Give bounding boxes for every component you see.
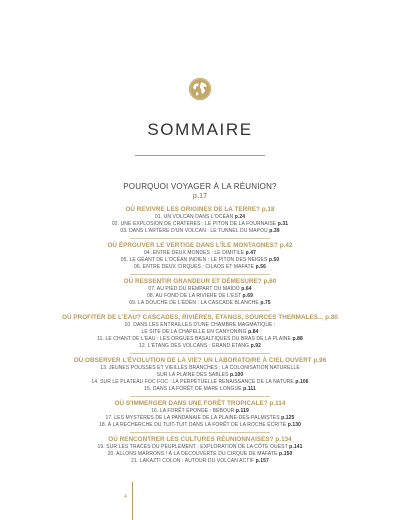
toc-entry[interactable]	[0, 293, 400, 300]
toc-entry[interactable]	[0, 286, 400, 293]
entry-page: p.75	[260, 300, 271, 306]
entry-page: p.31	[277, 221, 289, 227]
intro-text: POURQUOI VOYAGER À LA RÉUNION?	[123, 182, 277, 191]
toc-entry[interactable]	[0, 322, 400, 329]
entry-page: p.39	[269, 228, 280, 234]
entry-text: LE SITE DE LA CHAPELLE EN CANYONING	[141, 329, 247, 335]
toc-entry[interactable]	[0, 228, 400, 235]
toc-entry[interactable]	[0, 408, 400, 415]
entry-text: 14. SUR LE PLATEAU FOC FOC : LA PERPÉTUELLE RENAISSANCE DE LA NATURE	[91, 379, 294, 385]
entry-text: 19. SUR LES TRACES DU PEUPLEMENT : EXPLORATION DE LA CÔTE OUEST	[97, 444, 288, 450]
entry-text: 08. AU FOND DE LA RIVIÈRE DE L'EST	[147, 293, 242, 299]
section-divider	[130, 396, 270, 397]
section-items	[0, 444, 400, 468]
section-items	[0, 408, 400, 432]
section-items	[0, 322, 400, 353]
entry-text: 17. LES MYSTÈRES DE LA PANDANAIE DE LA PLAINE-DES-PALMISTES	[105, 415, 280, 421]
entry-text: 09. LA DOUCHE DE L'ÉDEN : LA CASCADE BLANCHE	[129, 300, 259, 306]
entry-page: p.47	[245, 250, 257, 256]
section-divider	[130, 432, 270, 433]
entry-text: 02. UNE EXPLOSION DE CRATÈRES : LE PITON DE LA FOURNAISE	[111, 221, 277, 227]
entry-page: p.24	[234, 214, 246, 220]
toc-entry[interactable]	[0, 451, 400, 458]
entry-page: p.56	[255, 264, 266, 270]
toc-entry[interactable]	[0, 250, 400, 257]
toc-entry[interactable]	[0, 444, 400, 451]
entry-text: 16. LA FORÊT ÉPONGE : BÉBOUR	[151, 408, 235, 414]
entry-text: 10. DANS LES ENTRAILLES D'UNE CHAMBRE MAGMATIQUE :	[124, 322, 276, 328]
section-heading[interactable]: OÙ PROFITER DE L'EAU? CASCADES, RIVIÈRES, ÉTANGS, SOURCES THERMALES... p.80	[62, 314, 338, 321]
toc-entry[interactable]	[0, 379, 400, 386]
entry-text: SUR LA PLAINE DES SABLES	[156, 372, 229, 378]
entry-page: p.106	[295, 379, 309, 385]
section-heading[interactable]: OÙ RENCONTRER LES CULTURES RÉUNIONNAISES? p.134	[108, 436, 292, 443]
toc-section	[0, 277, 400, 311]
section-items	[0, 365, 400, 396]
entry-text: 21. LAKAZTI COLON : AUTOUR DU VOLCAN ACTIF	[131, 458, 255, 464]
entry-page: p.50	[268, 257, 280, 263]
toc-entry[interactable]	[0, 257, 400, 264]
entry-page: p.92	[250, 343, 261, 349]
entry-page: p.64	[241, 286, 252, 292]
page-number: 4	[124, 494, 127, 500]
entry-page: p.119	[235, 408, 249, 414]
entry-page: p.84	[248, 329, 259, 335]
toc-entry[interactable]	[0, 422, 400, 429]
toc-entry[interactable]	[0, 300, 400, 307]
table-of-contents	[0, 205, 400, 468]
globe-icon	[188, 77, 212, 101]
section-items	[0, 214, 400, 238]
intro-heading	[0, 182, 400, 202]
section-heading[interactable]: OÙ OBSERVER L'ÉVOLUTION DE LA VIE? UN LABORATOIRE À CIEL OUVERT p.96	[73, 357, 327, 364]
toc-entry[interactable]	[0, 458, 400, 465]
section-items	[0, 286, 400, 310]
section-heading[interactable]: OÙ ÉPROUVER LE VERTIGE DANS L'ÎLE MONTAGNES? p.42	[107, 242, 293, 249]
section-heading[interactable]: OÙ REVIVRE LES ORIGINES DE LA TERRE? p.18	[125, 206, 275, 213]
entry-text: 12. L'ÉTANG DES VOLCANS : GRAND ÉTANG	[139, 343, 250, 349]
toc-entry[interactable]	[0, 329, 400, 336]
toc-section	[0, 356, 400, 397]
section-items	[0, 250, 400, 274]
entry-page: p.88	[292, 336, 303, 342]
margin-rule	[132, 482, 133, 520]
entry-text: 18. À LA RECHERCHE DU TUIT-TUIT DANS LA FORÊT DE LA ROCHE ÉCRITE	[98, 422, 287, 428]
toc-section	[0, 313, 400, 354]
toc-entry[interactable]	[0, 214, 400, 221]
section-divider	[130, 274, 270, 275]
toc-section	[0, 241, 400, 275]
section-divider	[130, 238, 270, 239]
toc-section	[0, 435, 400, 468]
toc-entry[interactable]	[0, 386, 400, 393]
entry-text: 07. AU PIED DU REMPART DU MAÏDO	[148, 286, 240, 292]
title-divider	[135, 155, 265, 156]
toc-section	[0, 205, 400, 239]
toc-entry[interactable]	[0, 365, 400, 372]
entry-text: 04. ENTRE DEUX MONDES : LE DIMITILE	[143, 250, 245, 256]
page-title: SOMMAIRE	[147, 120, 253, 139]
entry-page: p.111	[243, 386, 256, 392]
section-divider	[130, 310, 270, 311]
toc-section	[0, 399, 400, 433]
entry-text: 20. ALLONS MARRONS ! À LA DÉCOUVERTE DU CIRQUE DE MAFATE	[107, 451, 278, 457]
entry-page: p.141	[289, 444, 303, 450]
toc-entry[interactable]	[0, 372, 400, 379]
entry-text: 06. ENTRE DEUX CIRQUES : CILAOS ET MAFATE	[134, 264, 255, 270]
entry-text: 01. UN VOLCAN DANS L'OCÉAN	[154, 214, 234, 220]
entry-page: p.157	[255, 458, 269, 464]
toc-entry[interactable]	[0, 343, 400, 350]
toc-entry[interactable]	[0, 336, 400, 343]
section-heading[interactable]: OÙ S'IMMERGER DANS UNE FORÊT TROPICALE? p.114	[114, 400, 286, 407]
intro-page: p.17	[192, 193, 208, 200]
toc-entry[interactable]	[0, 415, 400, 422]
entry-page: p.69	[242, 293, 253, 299]
toc-entry[interactable]	[0, 221, 400, 228]
entry-text: 15. DANS LA FORÊT DE MARE LONGUE	[144, 386, 242, 392]
section-divider	[130, 353, 270, 354]
entry-page: p.125	[281, 415, 295, 421]
section-heading[interactable]: OÙ RESSENTIR GRANDEUR ET DÉMESURE? p.60	[123, 278, 277, 285]
entry-text: 03. DANS L'ARTÈRE D'UN VOLCAN : LE TUNNEL DU MAPOU	[120, 228, 268, 234]
entry-page: p.150	[279, 451, 293, 457]
toc-entry[interactable]	[0, 264, 400, 271]
entry-text: 11. LE CHANT DE L'EAU : LES ORGUES BASALTIQUES DU BRAS DE LA PLAINE	[97, 336, 291, 342]
entry-text: 13. JEUNES POUSSES ET VIEILLES BRANCHES : LA COLONISATION NATURELLE	[100, 365, 300, 371]
entry-page: p.100	[230, 372, 244, 378]
entry-page: p.130	[287, 422, 302, 428]
entry-text: 05. LE GÉANT DE L'OCÉAN INDIEN : LE PITON DES NEIGES	[120, 257, 268, 263]
